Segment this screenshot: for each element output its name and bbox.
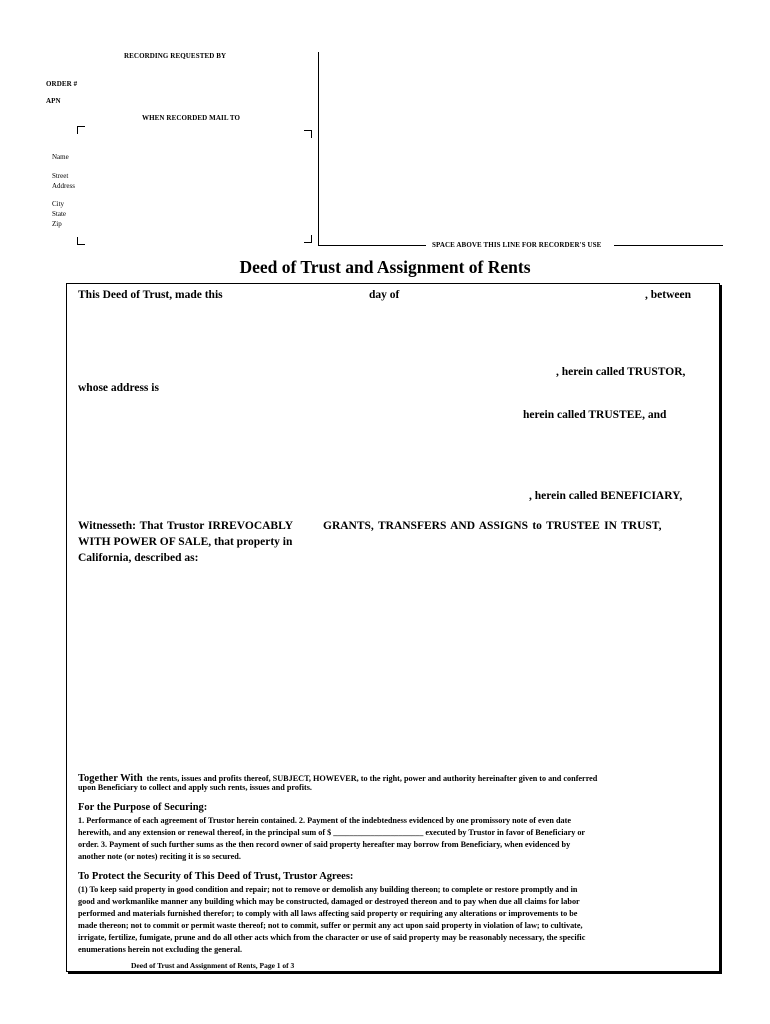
trustee-text: herein called TRUSTEE, and: [523, 409, 667, 421]
witnesseth-line-1-right: GRANTS, TRANSFERS AND ASSIGNS to TRUSTEE IN TRUST,: [323, 520, 662, 532]
purpose-line-3: order. 3. Payment of such further sums as the then record owner of said property hereafter may borrow from Beneficiary, when evidenced by: [78, 840, 571, 849]
witnesseth-line-2: WITH POWER OF SALE, that property in: [78, 536, 293, 548]
purpose-line-4: another note (or notes) reciting it is so secured.: [78, 852, 241, 861]
beneficiary-text: , herein called BENEFICIARY,: [529, 490, 683, 502]
purpose-head: For the Purpose of Securing:: [78, 802, 208, 813]
state-label: State: [52, 210, 66, 218]
together-with-line-2: upon Beneficiary to collect and apply such rents, issues and profits.: [78, 783, 312, 792]
space-above-label: SPACE ABOVE THIS LINE FOR RECORDER'S USE: [432, 241, 602, 249]
protect-line-3: performed and materials furnished therefor; to comply with all laws affecting said property or requiring any alterations or improvements to be: [78, 909, 578, 918]
day-of-text: day of: [369, 289, 400, 301]
corner-bottom-right: [304, 235, 312, 243]
apn-label: APN: [46, 97, 61, 105]
between-text: , between: [645, 289, 691, 301]
together-with-line-1: the rents, issues and profits thereof, SUBJECT, HOWEVER, to the right, power and authority hereinafter given to and conferred: [146, 774, 598, 783]
trustor-text: , herein called TRUSTOR,: [556, 366, 686, 378]
together-with-head: Together With: [78, 773, 143, 784]
protect-line-5: irrigate, fertilize, fumigate, prune and do all other acts which from the character or use of said property may be reasonably necessary, the specific: [78, 933, 586, 942]
purpose-line-1: 1. Performance of each agreement of Trustor herein contained. 2. Payment of the indebtedness evidenced by one promissory note of even date: [78, 816, 572, 825]
made-this-text: This Deed of Trust, made this: [78, 289, 223, 301]
protect-line-6: enumerations herein not excluding the general.: [78, 945, 243, 954]
zip-label: Zip: [52, 220, 62, 228]
whose-address-text: whose address is: [78, 382, 159, 394]
page-title: Deed of Trust and Assignment of Rents: [239, 257, 531, 277]
street-label: Street: [52, 172, 69, 180]
recorder-line-left: [318, 245, 426, 246]
recording-requested-by: RECORDING REQUESTED BY: [124, 52, 227, 60]
name-label: Name: [52, 153, 69, 161]
corner-bottom-left: [77, 237, 85, 245]
when-recorded-mail-to: WHEN RECORDED MAIL TO: [142, 114, 241, 122]
city-label: City: [52, 200, 65, 208]
deed-form-box: [66, 283, 720, 972]
order-label: ORDER #: [46, 80, 78, 88]
witnesseth-line-3: California, described as:: [78, 552, 199, 564]
purpose-line-2: herewith, and any extension or renewal thereof, in the principal sum of $ ______________________ executed by Trustor in favor of Beneficiary or: [78, 828, 586, 837]
page-footer: Deed of Trust and Assignment of Rents, Page 1 of 3: [131, 961, 295, 970]
corner-top-left: [77, 126, 85, 134]
protect-line-2: good and workmanlike manner any building which may be constructed, damaged or destroyed thereon and to pay when due all claims for labor: [78, 897, 580, 906]
witnesseth-line-1-left: Witnesseth: That Trustor IRREVOCABLY: [78, 520, 294, 532]
protect-line-1: (1) To keep said property in good condition and repair; not to remove or demolish any building thereon; to complete or restore promptly and in: [78, 885, 578, 894]
corner-top-right: [304, 130, 312, 138]
address-label: Address: [52, 182, 75, 190]
protect-head: To Protect the Security of This Deed of Trust, Trustor Agrees:: [78, 871, 354, 882]
header-divider: [318, 52, 319, 246]
recorder-line-right: [614, 245, 723, 246]
protect-line-4: made thereon; not to commit or permit waste thereof; not to commit, suffer or permit any act upon said property in violation of law; to cultivate,: [78, 921, 583, 930]
